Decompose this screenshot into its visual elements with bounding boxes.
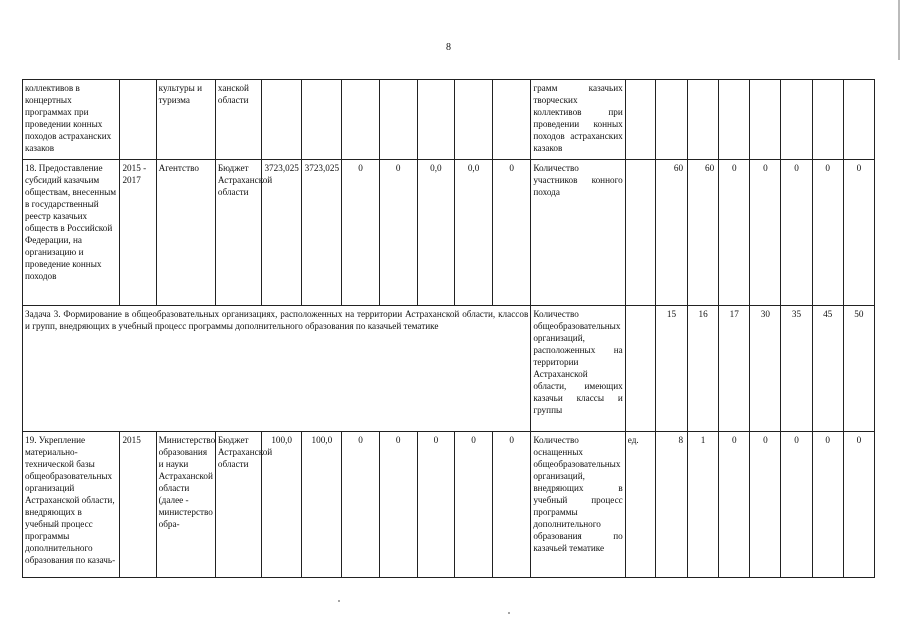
finance-year-cell: 0 (493, 160, 531, 306)
indicator-value-cell: 16 (688, 306, 719, 432)
finance-year-cell: 0 (342, 160, 379, 306)
finance-year-cell: 0 (379, 160, 417, 306)
finance-year-cell: 0 (493, 432, 531, 578)
margin-scan-mark (898, 0, 900, 60)
program-table (22, 79, 875, 578)
indicator-value-cell: 0 (812, 160, 843, 306)
table-row (23, 306, 875, 432)
source-cell: Бюджет Астраханской области (215, 160, 261, 306)
finance-year-cell: 0 (342, 432, 379, 578)
executor-cell: Агентство (156, 160, 215, 306)
finance-year-cell: 0 (417, 432, 454, 578)
source-cell: Бюджет Астраханской области (215, 432, 261, 578)
indicator-value-cell: 1 (688, 432, 719, 578)
indicator-cell: Количество общеобразовательных организаций, расположенных на территории Астраханской области, имеющих казачьи классы и группы (531, 306, 625, 432)
finance-year-cell: 0,0 (454, 160, 492, 306)
event-cell: 18. Предоставление субсидий казачьим обществам, внесенным в государственный реестр казачьих обществ в Российской Федерации, на организацию и проведение конных походов (23, 160, 120, 306)
indicator-value-cell: 45 (812, 306, 843, 432)
table-row (23, 80, 875, 160)
indicator-value-cell: 60 (655, 160, 687, 306)
executor-cell: культуры и туризма (156, 80, 215, 160)
table-row (23, 160, 875, 306)
indicator-value-cell: 8 (655, 432, 687, 578)
indicator-cell: Количество оснащенных общеобразовательных организаций, внедряющих в учебный процесс программы дополнительного образования по казачьей тематике (531, 432, 625, 578)
indicator-value-cell: 0 (843, 160, 874, 306)
indicator-value-cell: 30 (750, 306, 781, 432)
indicator-value-cell: 0 (781, 432, 812, 578)
scan-speck (338, 600, 340, 602)
finance-total-cell: 100,0 (262, 432, 302, 578)
event-cell: 19. Укрепление материально- технической базы общеобразовательных организаций Астраханской области, внедряющих в учебный процесс программы дополнительного образования по казачь- (23, 432, 120, 578)
finance-year-cell: 0 (379, 432, 417, 578)
period-cell: 2015 (120, 432, 156, 578)
indicator-value-cell: 0 (719, 160, 750, 306)
page-number: 8 (446, 42, 451, 53)
source-cell: ханской области (215, 80, 261, 160)
indicator-value-cell: 15 (655, 306, 687, 432)
indicator-cell: Количество участников конного похода (531, 160, 625, 306)
indicator-value-cell: 35 (781, 306, 812, 432)
indicator-value-cell: 0 (750, 432, 781, 578)
finance-year-cell: 0 (454, 432, 492, 578)
scan-speck (508, 612, 510, 614)
period-cell (120, 80, 156, 160)
finance-year-cell: 0,0 (417, 160, 454, 306)
indicator-value-cell: 0 (781, 160, 812, 306)
finance-total-cell: 3723,025 (262, 160, 302, 306)
indicator-value-cell: 60 (688, 160, 719, 306)
unit-cell: ед. (625, 432, 655, 578)
executor-cell: Министерство образования и науки Астраханской области (далее - министерство обра- (156, 432, 215, 578)
indicator-value-cell: 0 (812, 432, 843, 578)
task-heading-cell: Задача 3. Формирование в общеобразовательных организациях, расположенных на территории Астраханской области, классов и групп, внедряющих в учебный процесс программы дополнительного образования по казачьей тематике (23, 306, 531, 432)
finance-year-cell: 3723,025 (302, 160, 342, 306)
table-row (23, 432, 875, 578)
unit-cell (625, 306, 655, 432)
indicator-value-cell: 0 (843, 432, 874, 578)
unit-cell (625, 160, 655, 306)
indicator-value-cell: 50 (843, 306, 874, 432)
indicator-value-cell: 0 (719, 432, 750, 578)
indicator-value-cell: 0 (750, 160, 781, 306)
event-cell: коллективов в концертных программах при проведении конных походов астраханских казаков (23, 80, 120, 160)
period-cell: 2015 - 2017 (120, 160, 156, 306)
finance-year-cell: 100,0 (302, 432, 342, 578)
indicator-value-cell: 17 (719, 306, 750, 432)
indicator-cell: грамм казачьих творческих коллективов при проведении конных походов астраханских казаков (531, 80, 625, 160)
